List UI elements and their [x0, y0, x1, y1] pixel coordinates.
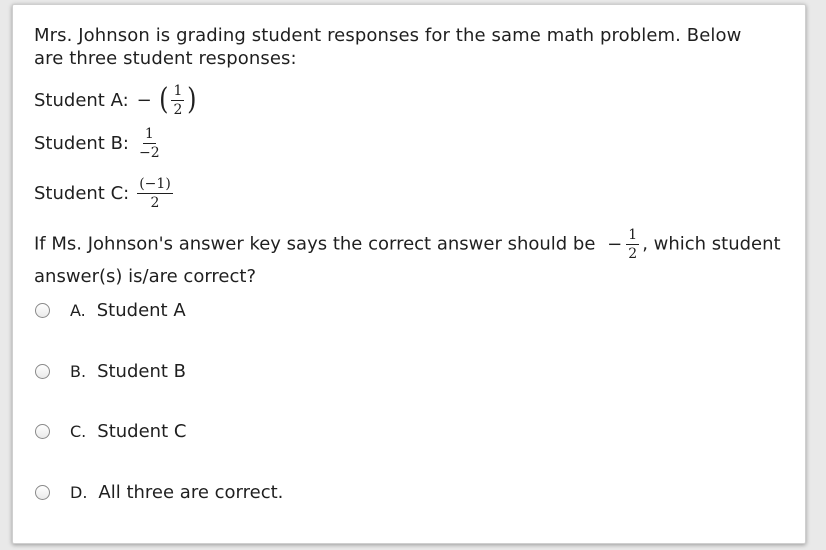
option-c-text: Student C — [97, 420, 187, 442]
student-c-numerator: (−1) — [139, 175, 171, 192]
prompt-text-before: If Ms. Johnson's answer key says the correct answer should be — [34, 233, 596, 255]
student-a-label: Student A: — [34, 89, 129, 111]
question-intro: Mrs. Johnson is grading student responses for the same math problem. Below are three student responses: — [34, 25, 742, 69]
option-d[interactable] — [35, 480, 283, 504]
answer-denominator: 2 — [628, 246, 638, 262]
option-a-letter: A. — [70, 300, 86, 320]
student-a-denominator: 2 — [173, 101, 183, 118]
student-a-numerator: 1 — [173, 82, 183, 99]
student-a-fraction — [171, 83, 184, 118]
option-a-radio[interactable] — [35, 303, 50, 318]
prompt-text-after: , which student answer(s) is/are correct? — [34, 233, 781, 287]
option-d-text: All three are correct. — [98, 481, 284, 503]
student-b-label: Student B: — [34, 132, 129, 154]
student-c-response — [34, 173, 175, 213]
answer-minus-sign: − — [607, 233, 623, 255]
option-b-text: Student B — [97, 360, 186, 382]
student-b-fraction — [137, 126, 162, 161]
student-a-minus-sign: − — [136, 89, 152, 111]
student-b-numerator: 1 — [144, 125, 154, 142]
student-b-response — [34, 125, 164, 161]
question-prompt — [34, 227, 794, 292]
question-card — [12, 4, 806, 544]
option-b-letter: B. — [70, 361, 87, 381]
option-c[interactable] — [35, 419, 186, 443]
student-c-denominator: 2 — [150, 194, 160, 211]
option-c-radio[interactable] — [35, 424, 50, 439]
option-d-radio[interactable] — [35, 485, 50, 500]
student-b-denominator: −2 — [139, 144, 160, 161]
option-c-letter: C. — [70, 421, 87, 441]
option-d-letter: D. — [70, 482, 88, 502]
option-b[interactable] — [35, 359, 186, 383]
student-c-label: Student C: — [34, 182, 130, 204]
student-c-fraction — [137, 176, 173, 211]
student-a-response — [34, 83, 198, 117]
student-a-open-paren: ( — [158, 82, 169, 117]
student-a-close-paren: ) — [187, 82, 197, 117]
answer-fraction — [626, 227, 639, 262]
option-b-radio[interactable] — [35, 364, 50, 379]
answer-numerator: 1 — [628, 227, 638, 243]
option-a[interactable] — [35, 298, 186, 322]
option-a-text: Student A — [96, 299, 186, 321]
